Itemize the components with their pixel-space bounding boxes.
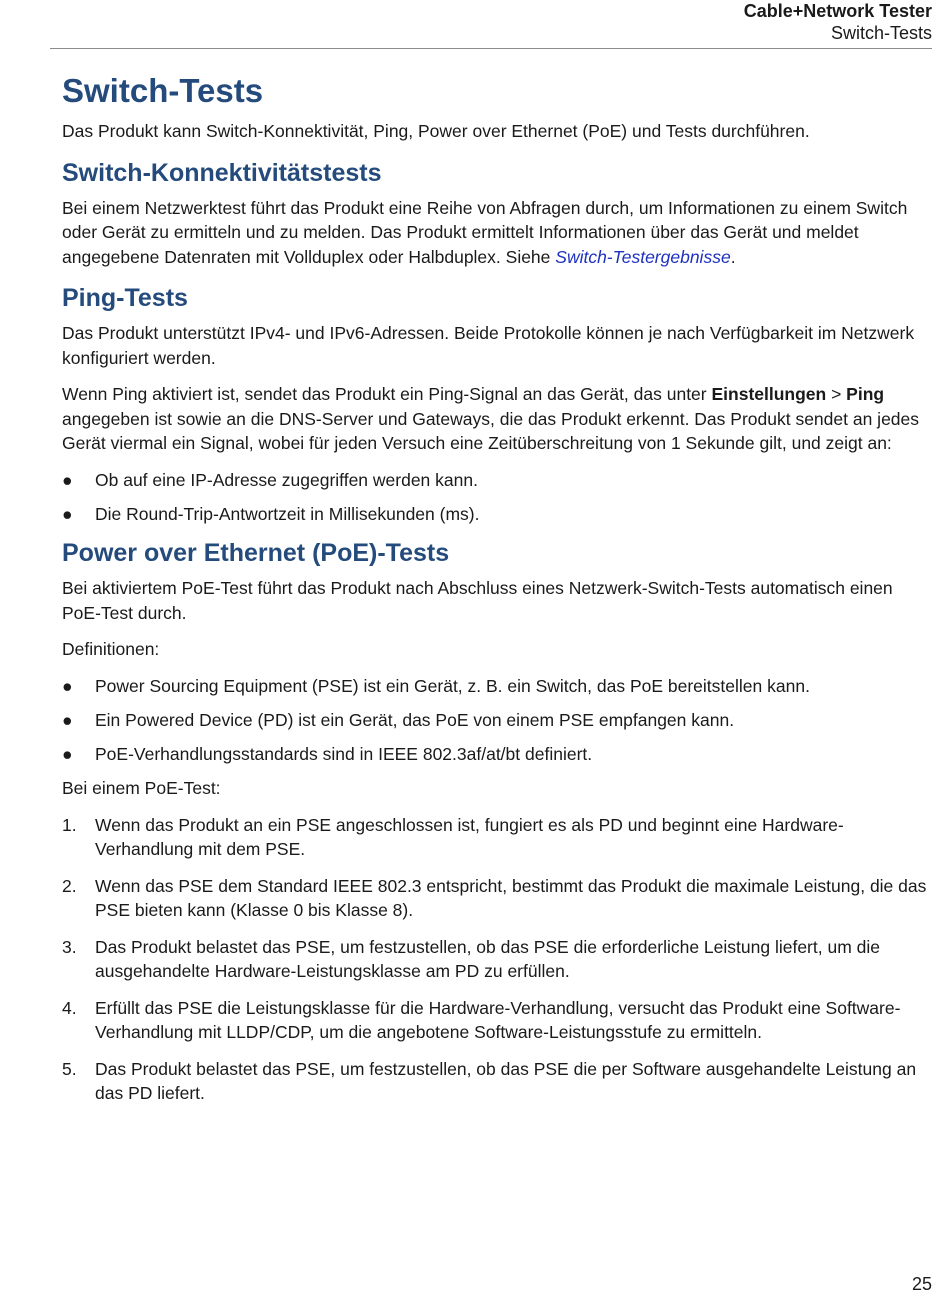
page-title: Switch-Tests [62, 72, 264, 109]
step-number: 1. [62, 814, 77, 835]
ping-paragraph-2 [62, 382, 932, 456]
ping-text-c: angegeben ist sowie an die DNS-Server und Gateways, die das Produkt erkennt. Das Produkt sendet an jedes Gerät viermal ein Signal, wobei für jeden Versuch eine Zeitüberschreitung von 1 Sekunde gilt, und zeigt an: [62, 408, 920, 453]
connectivity-heading: Switch-Konnektivitätstests [62, 158, 382, 187]
list-item [62, 502, 932, 527]
list-item-text: Die Round-Trip-Antwortzeit in Millisekunden (ms). [95, 503, 480, 524]
step-number: 2. [62, 875, 77, 896]
list-item-text: Power Sourcing Equipment (PSE) ist ein Gerät, z. B. ein Switch, das PoE bereitstellen kann. [95, 675, 810, 696]
header-section-name: Switch-Tests [830, 23, 932, 43]
bullet-icon: ● [62, 743, 73, 764]
bullet-icon: ● [62, 675, 73, 696]
bullet-icon: ● [62, 503, 73, 524]
page-content [62, 70, 932, 1118]
poe-steps-list [62, 813, 932, 1106]
step-text: Erfüllt das PSE die Leistungsklasse für die Hardware-Verhandlung, versucht das Produkt eine Software-Verhandlung mit LLDP/CDP, um die angebotene Software-Leistungsstufe zu ermitteln. [95, 997, 901, 1042]
header-divider [50, 48, 932, 49]
step-text: Wenn das PSE dem Standard IEEE 802.3 entspricht, bestimmt das Produkt die maximale Leistung, die das PSE bieten kann (Klasse 0 bis Klasse 8). [95, 875, 927, 920]
intro-paragraph: Das Produkt kann Switch-Konnektivität, Ping, Power over Ethernet (PoE) und Tests durchführen. [62, 121, 810, 141]
page-number: 25 [911, 1274, 932, 1294]
switch-results-link[interactable]: Switch-Testergebnisse [555, 246, 731, 267]
list-item-text: PoE-Verhandlungsstandards sind in IEEE 802.3af/at/bt definiert. [95, 743, 593, 764]
list-item [62, 996, 932, 1045]
settings-menu-label: Einstellungen [711, 384, 827, 404]
list-item [62, 935, 932, 984]
definitions-label: Definitionen: [62, 639, 160, 659]
list-item-text: Ein Powered Device (PD) ist ein Gerät, das PoE von einem PSE empfangen kann. [95, 709, 735, 730]
list-item [62, 708, 932, 733]
step-number: 4. [62, 997, 77, 1018]
definitions-list [62, 674, 932, 767]
step-number: 3. [62, 936, 77, 957]
connectivity-text-end: . [730, 246, 736, 267]
ping-paragraph-1: Das Produkt unterstützt IPv4- und IPv6-Adressen. Beide Protokolle können je nach Verfügbarkeit im Netzwerk konfiguriert werden. [62, 323, 915, 368]
bullet-icon: ● [62, 709, 73, 730]
list-item-text: Ob auf eine IP-Adresse zugegriffen werden kann. [95, 469, 478, 490]
connectivity-text: Bei einem Netzwerktest führt das Produkt eine Reihe von Abfragen durch, um Informationen zu einem Switch oder Gerät zu ermitteln und zu melden. Das Produkt ermittelt Informationen über das Gerät und meldet angegebene Datenraten mit Vollduplex oder Halbduplex. Siehe [62, 197, 908, 267]
list-item [62, 742, 932, 767]
list-item [62, 874, 932, 923]
step-number: 5. [62, 1058, 77, 1079]
step-text: Wenn das Produkt an ein PSE angeschlossen ist, fungiert es als PD und beginnt eine Hardware-Verhandlung mit dem PSE. [95, 814, 844, 859]
list-item [62, 813, 932, 862]
list-item [62, 468, 932, 493]
header-product-name: Cable+Network Tester [743, 1, 932, 21]
list-item [62, 1057, 932, 1106]
ping-menu-label: Ping [846, 384, 885, 404]
menu-separator: > [826, 384, 847, 404]
ping-heading: Ping-Tests [62, 284, 188, 312]
ping-bullet-list [62, 468, 932, 527]
steps-label: Bei einem PoE-Test: [62, 778, 221, 798]
list-item [62, 674, 932, 699]
step-text: Das Produkt belastet das PSE, um festzustellen, ob das PSE die erforderliche Leistung liefert, um die ausgehandelte Hardware-Leistungsklasse am PD zu erfüllen. [95, 936, 880, 981]
ping-text-a: Wenn Ping aktiviert ist, sendet das Produkt ein Ping-Signal an das Gerät, das unter [62, 384, 712, 404]
step-text: Das Produkt belastet das PSE, um festzustellen, ob das PSE die per Software ausgehandelte Leistung an das PD liefert. [95, 1058, 917, 1103]
poe-paragraph-1: Bei aktiviertem PoE-Test führt das Produkt nach Abschluss eines Netzwerk-Switch-Tests automatisch einen PoE-Test durch. [62, 578, 893, 623]
poe-heading: Power over Ethernet (PoE)-Tests [62, 539, 450, 567]
bullet-icon: ● [62, 469, 73, 490]
connectivity-paragraph [62, 196, 932, 270]
page-header [744, 0, 932, 44]
